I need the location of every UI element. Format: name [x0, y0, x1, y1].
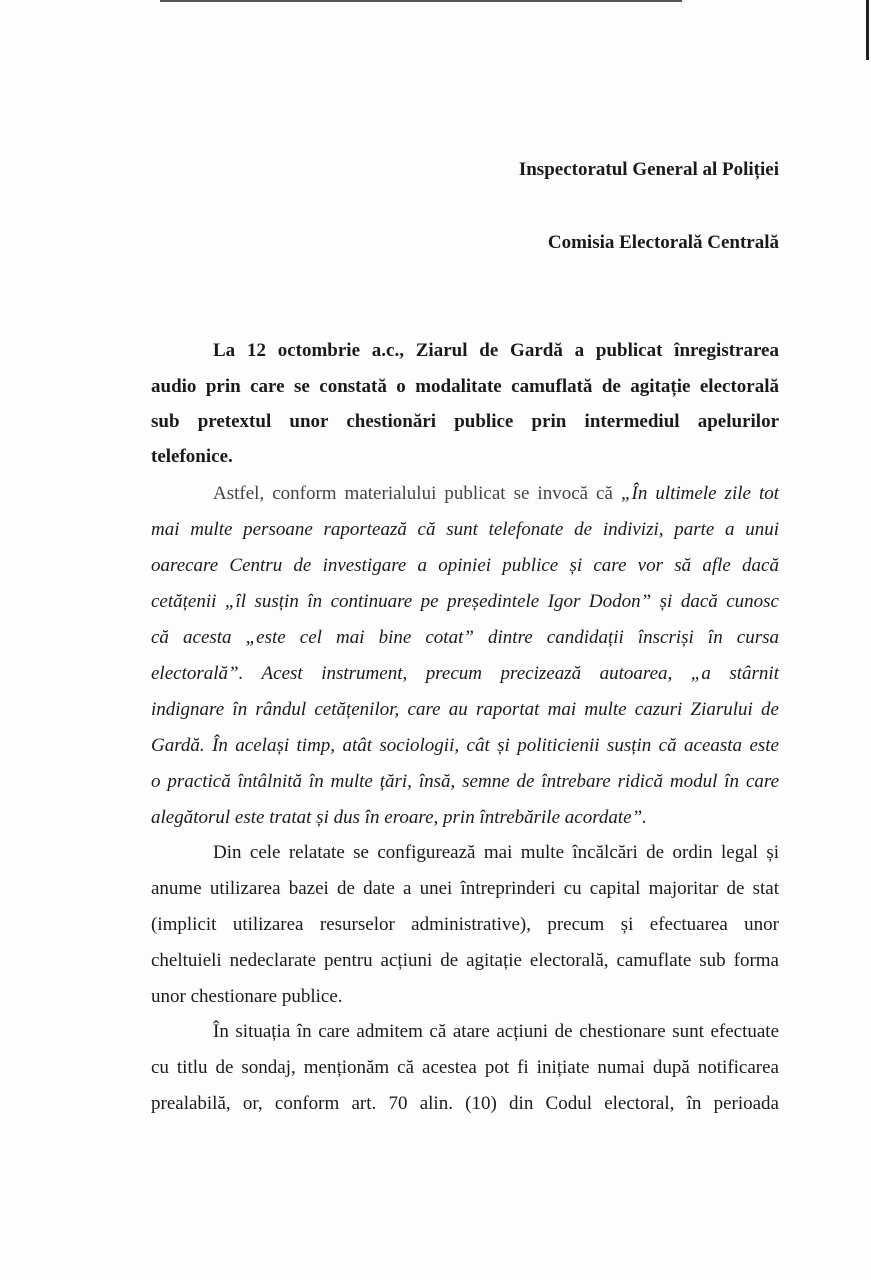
- paragraph-2-line: indignare în rândul cetățenilor, care au raportat mai multe cazuri Ziarului de: [151, 699, 779, 720]
- paragraph-2-line: că acesta „este cel mai bine cotat” dintre candidații înscriși în cursa: [151, 627, 779, 648]
- paragraph-1-line: telefonice.: [151, 446, 233, 467]
- paragraph-3-line: anume utilizarea bazei de date a unei întreprinderi cu capital majoritar de stat: [151, 878, 779, 899]
- paragraph-4-line: prealabilă, or, conform art. 70 alin. (10) din Codul electoral, în perioada: [151, 1093, 779, 1114]
- paragraph-1-line: audio prin care se constată o modalitate camuflată de agitație electorală: [151, 376, 779, 397]
- paragraph-3-line: Din cele relatate se configurează mai multe încălcări de ordin legal și: [213, 842, 779, 863]
- paragraph-2-line: Gardă. În același timp, atât sociologii, cât și politicienii susțin că aceasta este: [151, 735, 779, 756]
- paragraph-2-line: oarecare Centru de investigare a opiniei publice și care vor să afle dacă: [151, 555, 779, 576]
- paragraph-3-line: unor chestionare publice.: [151, 986, 343, 1007]
- paragraph-2-line: mai multe persoane raportează că sunt telefonate de indivizi, parte a unui: [151, 519, 779, 540]
- scan-edge-mark: [866, 0, 869, 60]
- paragraph-2-line: cetățenii „îl susțin în continuare pe președintele Igor Dodon” și dacă cunosc: [151, 591, 779, 612]
- paragraph-2-line: o practică întâlnită în multe țări, însă, semne de întrebare ridică modul în care: [151, 771, 779, 792]
- paragraph-4-line: cu titlu de sondaj, menționăm că acestea pot fi inițiate numai după notificarea: [151, 1057, 779, 1078]
- paragraph-1-line: sub pretextul unor chestionări publice prin intermediul apelurilor: [151, 411, 779, 432]
- paragraph-2-line: electorală”. Acest instrument, precum precizează autoarea, „a stârnit: [151, 663, 779, 684]
- paragraph-2-quote-start: „În ultimele zile tot: [620, 483, 779, 504]
- addressee-police-inspectorate: Inspectoratul General al Poliției: [518, 159, 779, 180]
- paragraph-2-first-line: [213, 483, 779, 505]
- addressee-electoral-commission: Comisia Electorală Centrală: [547, 232, 779, 253]
- paragraph-1-line: La 12 octombrie a.c., Ziarul de Gardă a publicat înregistrarea: [213, 340, 779, 361]
- paragraph-2-intro-text: Astfel, conform materialului publicat se invocă că: [213, 483, 621, 504]
- top-scan-rule: [160, 0, 682, 2]
- paragraph-2-line: alegătorul este tratat și dus în eroare, prin întrebările acordate”.: [151, 807, 647, 828]
- paragraph-3-line: (implicit utilizarea resurselor administrative), precum și efectuarea unor: [151, 914, 779, 935]
- paragraph-3-line: cheltuieli nedeclarate pentru acțiuni de agitație electorală, camuflate sub forma: [151, 950, 779, 971]
- paragraph-4-line: În situația în care admitem că atare acțiuni de chestionare sunt efectuate: [213, 1021, 779, 1042]
